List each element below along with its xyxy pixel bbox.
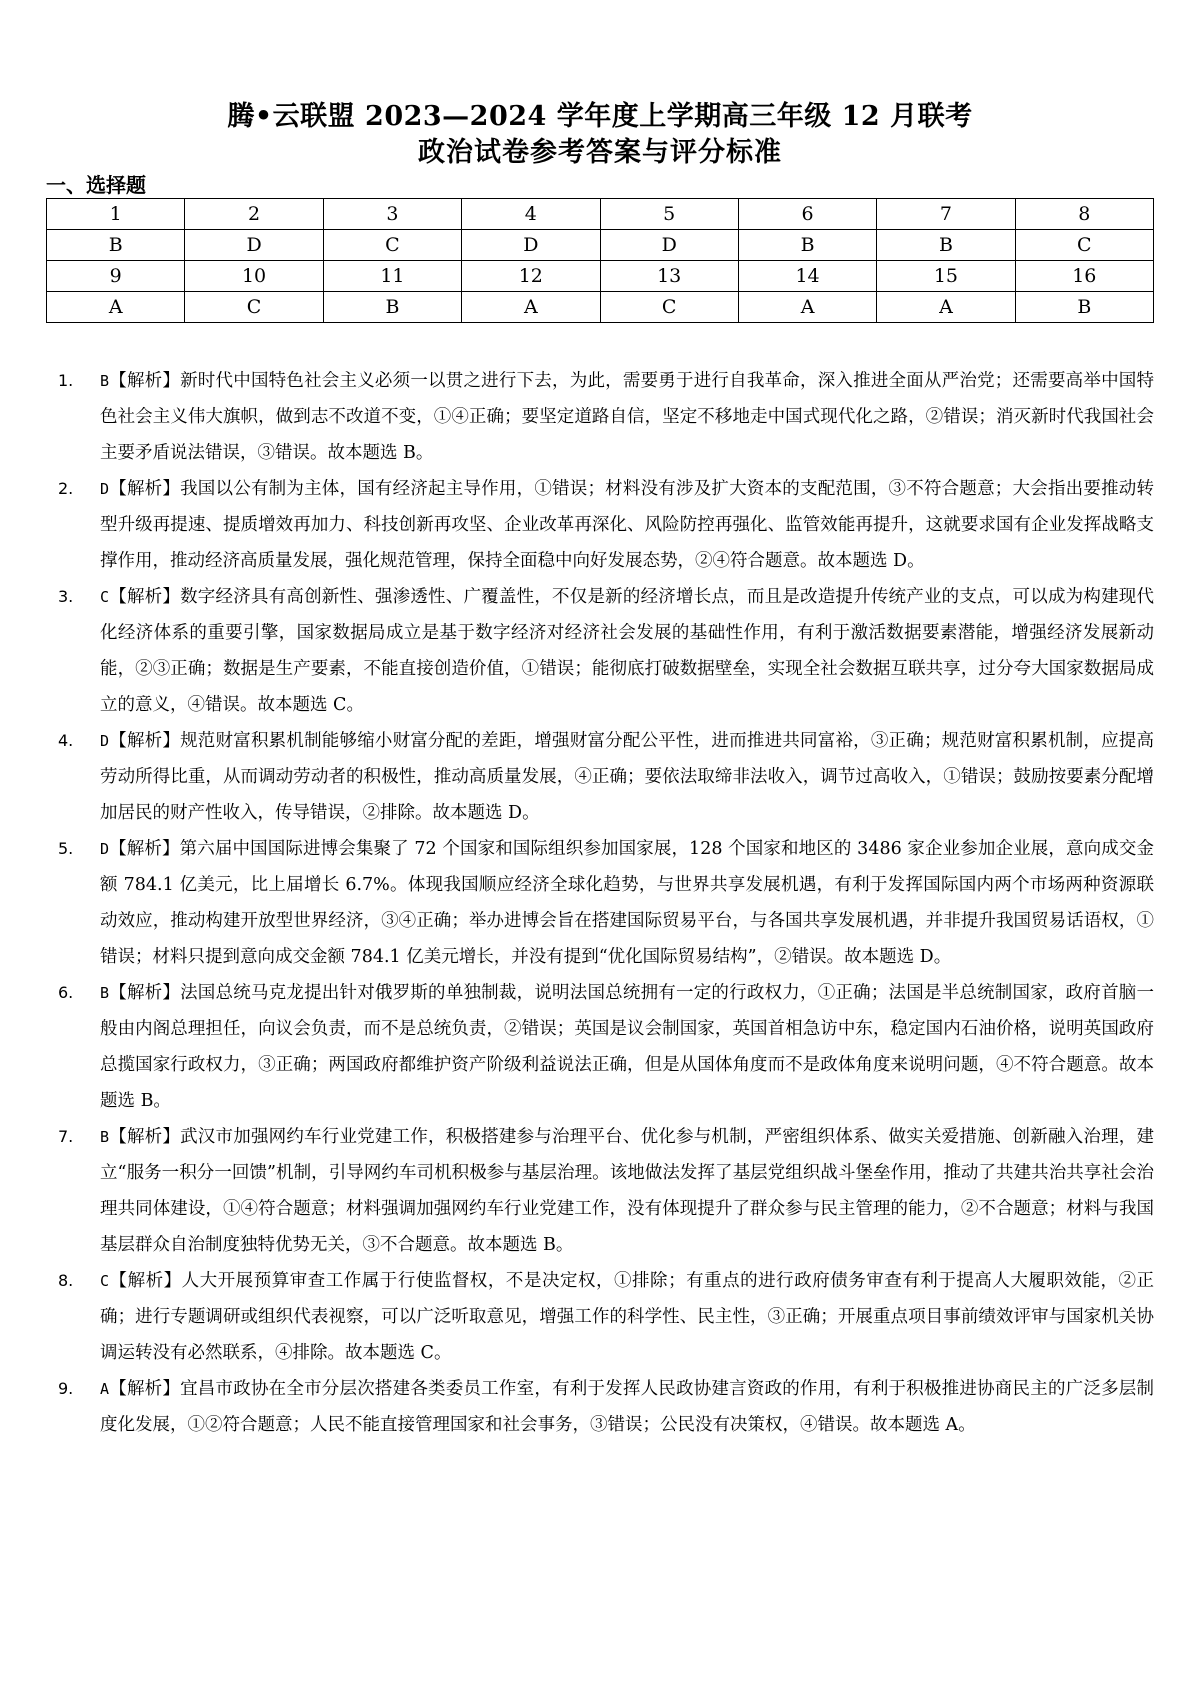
exam-subtitle: 政治试卷参考答案与评分标准 — [418, 137, 782, 168]
answer-cell: C — [185, 292, 323, 323]
explanation-answer: C — [100, 588, 110, 606]
explanation-answer: D — [100, 840, 110, 858]
question-number-cell: 6 — [738, 199, 876, 230]
explanation-number: 9. — [58, 1379, 74, 1398]
explanation-item — [46, 363, 1154, 471]
question-number-cell: 16 — [1015, 261, 1153, 292]
explanation-text: 第六届中国国际进博会集聚了 72 个国家和国际组织参加国家展，128 个国家和地区的 3486 家企业参加企业展，意向成交金额 784.1 亿美元，比上届增长 6.7%。体现我国顺应经济全球化趋势，与世界共享发展机遇，有利于发挥国际国内两个市场两种资源联动效应，推动构建开放型世界经济，③④正确；举办进博会旨在搭建国际贸易平台，与各国共享发展机遇，并非提升我国贸易话语权，①错误；材料只提到意向成交金额 784.1 亿美元增长，并没有提到“优化国际贸易结构”，②错误。故本题选 D。 — [100, 839, 1154, 967]
explanation-item — [46, 1371, 1154, 1443]
explanation-text: 我国以公有制为主体，国有经济起主导作用，①错误；材料没有涉及扩大资本的支配范围，③不符合题意；大会指出要推动转型升级再提速、提质增效再加力、科技创新再攻坚、企业改革再深化、风险防控再强化、监管效能再提升，这就要求国有企业发挥战略支撑作用，推动经济高质量发展，强化规范管理，保持全面稳中向好发展态势，②④符合题意。故本题选 D。 — [100, 479, 1155, 571]
explanations-list — [46, 363, 1154, 1443]
explanation-text: 宜昌市政协在全市分层次搭建各类委员工作室，有利于发挥人民政协建言资政的作用，有利于积极推进协商民主的广泛多层制度化发展，①②符合题意；人民不能直接管理国家和社会事务，③错误；公民没有决策权，④错误。故本题选 A。 — [100, 1379, 1155, 1435]
analysis-tag: 【解析】 — [109, 479, 181, 499]
question-number-row — [47, 261, 1154, 292]
explanation-text: 武汉市加强网约车行业党建工作，积极搭建参与治理平台、优化参与机制，严密组织体系、做实关爱措施、创新融入治理，建立“服务一积分一回馈”机制，引导网约车司机积极参与基层治理。该地做法发挥了基层党组织战斗堡垒作用，推动了共建共治共享社会治理共同体建设，①④符合题意；材料强调加强网约车行业党建工作，没有体现提升了群众参与民主管理的能力，②不合题意；材料与我国基层群众自治制度独特优势无关，③不合题意。故本题选 B。 — [100, 1127, 1155, 1255]
explanation-item — [46, 723, 1154, 831]
answer-cell: A — [47, 292, 185, 323]
explanation-number: 8. — [58, 1271, 74, 1290]
explanation-item — [46, 1263, 1154, 1371]
answer-row — [47, 292, 1154, 323]
analysis-tag: 【解析】 — [109, 839, 180, 859]
explanation-text: 新时代中国特色社会主义必须一以贯之进行下去，为此，需要勇于进行自我革命，深入推进全面从严治党；还需要高举中国特色社会主义伟大旗帜，做到志不改道不变，①④正确；要坚定道路自信，坚定不移地走中国式现代化之路，②错误；消灭新时代我国社会主要矛盾说法错误，③错误。故本题选 B。 — [100, 371, 1155, 463]
question-number-cell: 14 — [738, 261, 876, 292]
explanation-number: 4. — [58, 731, 74, 750]
answer-cell: C — [323, 230, 461, 261]
explanation-item — [46, 579, 1154, 723]
explanation-answer: D — [100, 732, 110, 750]
answer-cell: D — [600, 230, 738, 261]
explanation-number: 6. — [58, 983, 74, 1002]
exam-title: 腾•云联盟 2023—2024 学年度上学期高三年级 12 月联考 — [227, 101, 973, 132]
explanation-answer: A — [100, 1380, 110, 1398]
explanation-number: 3. — [58, 587, 74, 606]
answer-cell: B — [738, 230, 876, 261]
question-number-cell: 1 — [47, 199, 185, 230]
answer-cell: A — [462, 292, 600, 323]
analysis-tag: 【解析】 — [109, 1379, 181, 1399]
answer-cell: D — [185, 230, 323, 261]
answer-table — [46, 198, 1154, 323]
explanation-answer: C — [100, 1272, 110, 1290]
question-number-row — [47, 199, 1154, 230]
explanation-answer: B — [100, 984, 110, 1002]
answer-cell: C — [1015, 230, 1153, 261]
answer-cell: B — [47, 230, 185, 261]
analysis-tag: 【解析】 — [109, 1271, 182, 1291]
explanation-text: 数字经济具有高创新性、强渗透性、广覆盖性，不仅是新的经济增长点，而且是改造提升传统产业的支点，可以成为构建现代化经济体系的重要引擎，国家数据局成立是基于数字经济对经济社会发展的基础性作用，有利于激活数据要素潜能，增强经济发展新动能，②③正确；数据是生产要素，不能直接创造价值，①错误；能彻底打破数据壁垒，实现全社会数据互联共享，过分夸大国家数据局成立的意义，④错误。故本题选 C。 — [100, 587, 1155, 715]
question-number-cell: 4 — [462, 199, 600, 230]
explanation-number: 7. — [58, 1127, 74, 1146]
question-number-cell: 15 — [877, 261, 1015, 292]
explanation-answer: B — [100, 1128, 110, 1146]
section-heading: 一、选择题 — [46, 173, 146, 197]
question-number-cell: 2 — [185, 199, 323, 230]
explanation-answer: D — [100, 480, 110, 498]
explanation-item — [46, 831, 1154, 975]
question-number-cell: 12 — [462, 261, 600, 292]
explanation-text: 规范财富积累机制能够缩小财富分配的差距，增强财富分配公平性，进而推进共同富裕，③正确；规范财富积累机制，应提高劳动所得比重，从而调动劳动者的积极性，推动高质量发展，④正确；要依法取缔非法收入，调节过高收入，①错误；鼓励按要素分配增加居民的财产性收入，传导错误，②排除。故本题选 D。 — [100, 731, 1155, 823]
explanation-text: 人大开展预算审查工作属于行使监督权，不是决定权，①排除；有重点的进行政府债务审查有利于提高人大履职效能，②正确；进行专题调研或组织代表视察，可以广泛听取意见，增强工作的科学性、民主性，③正确；开展重点项目事前绩效评审与国家机关协调运转没有必然联系，④排除。故本题选 C。 — [100, 1271, 1155, 1363]
analysis-tag: 【解析】 — [109, 371, 181, 391]
answer-cell: A — [877, 292, 1015, 323]
answer-cell: A — [738, 292, 876, 323]
answer-cell: C — [600, 292, 738, 323]
question-number-cell: 11 — [323, 261, 461, 292]
answer-cell: B — [1015, 292, 1153, 323]
analysis-tag: 【解析】 — [109, 1127, 181, 1147]
explanation-text: 法国总统马克龙提出针对俄罗斯的单独制裁，说明法国总统拥有一定的行政权力，①正确；法国是半总统制国家，政府首脑一般由内阁总理担任，向议会负责，而不是总统负责，②错误；英国是议会制国家，英国首相急访中东，稳定国内石油价格，说明英国政府总揽国家行政权力，③正确；两国政府都维护资产阶级利益说法正确，但是从国体角度而不是政体角度来说明问题，④不符合题意。故本题选 B。 — [100, 983, 1155, 1111]
analysis-tag: 【解析】 — [109, 983, 181, 1003]
question-number-cell: 5 — [600, 199, 738, 230]
question-number-cell: 9 — [47, 261, 185, 292]
question-number-cell: 13 — [600, 261, 738, 292]
question-number-cell: 7 — [877, 199, 1015, 230]
title-block — [46, 0, 1154, 170]
explanation-number: 2. — [58, 479, 74, 498]
answer-row — [47, 230, 1154, 261]
answer-cell: D — [462, 230, 600, 261]
answer-cell: B — [877, 230, 1015, 261]
explanation-item — [46, 975, 1154, 1119]
explanation-number: 1. — [58, 371, 74, 390]
explanation-number: 5. — [58, 839, 74, 858]
question-number-cell: 3 — [323, 199, 461, 230]
analysis-tag: 【解析】 — [109, 731, 181, 751]
explanation-answer: B — [100, 372, 110, 390]
explanation-item — [46, 1119, 1154, 1263]
question-number-cell: 10 — [185, 261, 323, 292]
analysis-tag: 【解析】 — [109, 587, 181, 607]
explanation-item — [46, 471, 1154, 579]
answer-cell: B — [323, 292, 461, 323]
question-number-cell: 8 — [1015, 199, 1153, 230]
